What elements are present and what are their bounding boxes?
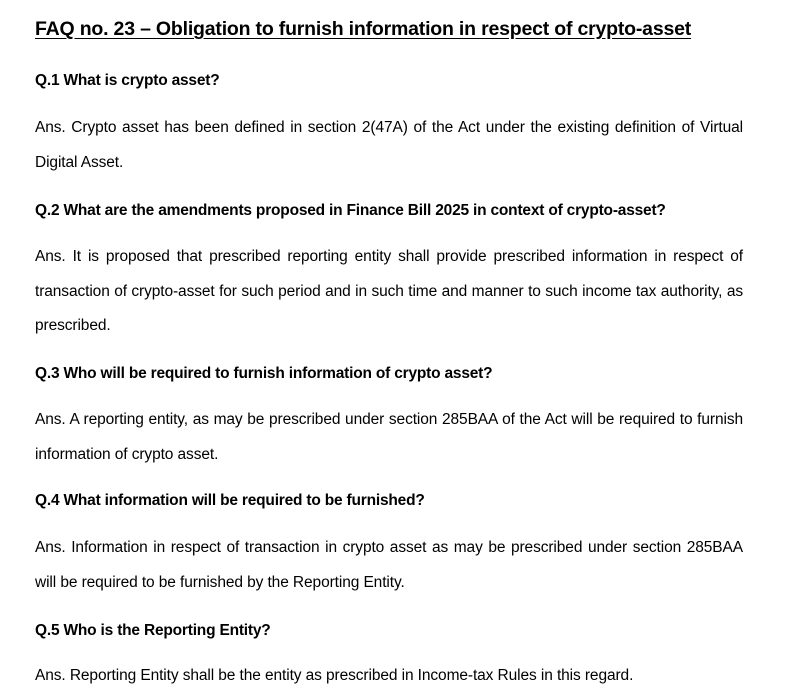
faq-title: FAQ no. 23 – Obligation to furnish information in respect of crypto-asset <box>35 18 692 40</box>
answer-3: Ans. A reporting entity, as may be prescribed under section 285BAA of the Act will be required to furnish information of crypto asset. <box>35 411 743 463</box>
question-5: Q.5 Who is the Reporting Entity? <box>35 622 271 639</box>
answer-2: Ans. It is proposed that prescribed reporting entity shall provide prescribed information in respect of transaction of crypto-asset for such period and in such time and manner to such income tax authority, as prescribed. <box>35 248 743 334</box>
answer-4: Ans. Information in respect of transaction in crypto asset as may be prescribed under section 285BAA will be required to be furnished by the Reporting Entity. <box>35 539 743 591</box>
question-2: Q.2 What are the amendments proposed in Finance Bill 2025 in context of crypto-asset? <box>35 202 666 219</box>
question-4: Q.4 What information will be required to be furnished? <box>35 492 425 509</box>
answer-1: Ans. Crypto asset has been defined in section 2(47A) of the Act under the existing definition of Virtual Digital Asset. <box>35 119 743 171</box>
question-1: Q.1 What is crypto asset? <box>35 72 220 89</box>
question-3: Q.3 Who will be required to furnish information of crypto asset? <box>35 365 493 382</box>
answer-5: Ans. Reporting Entity shall be the entity as prescribed in Income-tax Rules in this regard. <box>35 667 634 684</box>
